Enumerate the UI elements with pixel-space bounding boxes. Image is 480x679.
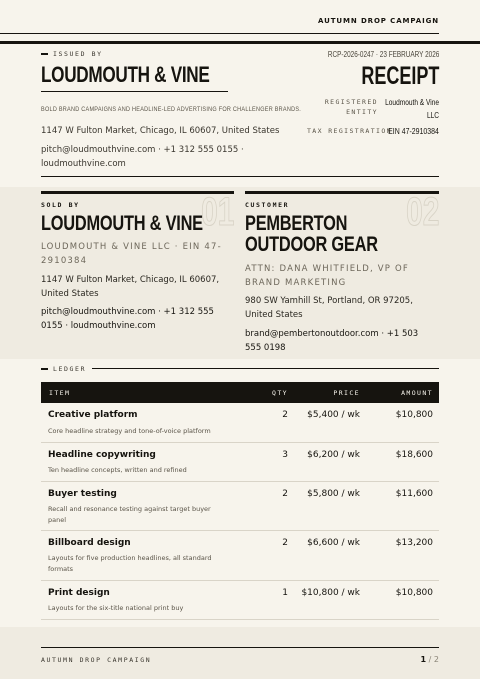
ledger-row: [41, 581, 439, 620]
registered-entity-label: REGISTERED ENTITY: [324, 98, 378, 116]
tax-registration-value: EIN 47-2910384: [388, 126, 439, 136]
item-price: $6,600 / wk: [307, 538, 360, 548]
seller-ghost-number: 01: [200, 190, 234, 234]
issuer-address: 1147 W Fulton Market, Chicago, IL 60607, United States: [41, 126, 280, 136]
registered-entity-value: Loudmouth & Vine LLC: [385, 98, 439, 120]
page-total: / 2: [428, 655, 439, 664]
page-indicator: [421, 655, 439, 664]
seller-contact: pitch@loudmouthvine.com · +1 312 555 0155 · loudmouthvine.com: [41, 307, 214, 331]
column-qty: QTY: [272, 389, 288, 397]
issuer-name: LOUDMOUTH & VINE: [41, 62, 210, 87]
item-description: Recall and resonance testing against target buyer panel: [48, 505, 211, 524]
campaign-title: AUTUMN DROP CAMPAIGN: [318, 17, 439, 25]
customer-name: PEMBERTON OUTDOOR GEAR: [245, 212, 378, 256]
ledger-label: LEDGER: [41, 365, 86, 373]
column-price: PRICE: [333, 389, 360, 397]
item-name: Billboard design: [48, 538, 131, 548]
issuer-underline: [41, 91, 228, 92]
ledger-rule: [92, 368, 439, 369]
item-amount: $13,200: [395, 538, 433, 548]
item-amount: $11,600: [395, 489, 433, 499]
item-price: $5,400 / wk: [307, 410, 360, 420]
ledger-row: [41, 482, 439, 531]
header-rule: [0, 33, 439, 34]
seller-name: LOUDMOUTH & VINE: [41, 212, 203, 235]
tax-registration-label: TAX REGISTRATION: [306, 127, 392, 135]
footer-campaign: AUTUMN DROP CAMPAIGN: [41, 656, 152, 664]
item-qty: 1: [282, 588, 288, 598]
document-title: RECEIPT: [360, 62, 439, 90]
ledger-row: [41, 403, 439, 443]
customer-contact: brand@pembertonoutdoor.com · +1 503 555 0198: [245, 329, 419, 353]
item-price: $5,800 / wk: [307, 489, 360, 499]
column-item: ITEM: [49, 389, 71, 397]
item-qty: 3: [282, 450, 288, 460]
dash-icon: [41, 53, 48, 55]
item-price: $6,200 / wk: [307, 450, 360, 460]
footer-rule: [41, 647, 439, 648]
seller-legal: LOUDMOUTH & VINE LLC · EIN 47-2910384: [41, 242, 222, 266]
issued-by-label: ISSUED BY: [41, 50, 103, 58]
item-qty: 2: [282, 489, 288, 499]
item-amount: $10,800: [395, 410, 433, 420]
item-description: Layouts for the six-title national print buy: [48, 604, 184, 612]
customer-address: 980 SW Yamhill St, Portland, OR 97205, United States: [245, 296, 413, 320]
footer-band: [0, 627, 480, 679]
seller-address: 1147 W Fulton Market, Chicago, IL 60607, United States: [41, 275, 220, 299]
seller-tag: SOLD BY: [41, 201, 80, 209]
item-name: Creative platform: [48, 410, 138, 420]
item-description: Ten headline concepts, written and refined: [48, 466, 187, 474]
item-qty: 2: [282, 538, 288, 548]
item-amount: $18,600: [395, 450, 433, 460]
item-description: Core headline strategy and tone-of-voice platform: [48, 427, 211, 435]
item-price: $10,800 / wk: [301, 588, 360, 598]
item-name: Print design: [48, 588, 110, 598]
ledger-row: [41, 531, 439, 581]
dash-icon: [41, 368, 48, 370]
item-description: Layouts for five production headlines, all standard formats: [48, 554, 212, 573]
ledger-row: [41, 443, 439, 482]
item-name: Buyer testing: [48, 489, 117, 499]
header-rule-thick: [0, 41, 480, 44]
customer-tag: CUSTOMER: [245, 201, 290, 209]
receipt-reference: RCP-2026-0247 · 23 FEBRUARY 2026: [327, 50, 439, 59]
issuer-tagline: BOLD BRAND CAMPAIGNS AND HEADLINE-LED ADVERTISING FOR CHALLENGER BRANDS.: [41, 106, 302, 113]
item-name: Headline copywriting: [48, 450, 156, 460]
issuer-contact: pitch@loudmouthvine.com · +1 312 555 0155 · loudmouthvine.com: [41, 145, 244, 169]
item-amount: $10,800: [395, 588, 433, 598]
ledger-header: [41, 382, 439, 403]
item-qty: 2: [282, 410, 288, 420]
column-amount: AMOUNT: [401, 389, 433, 397]
page-current: 1: [420, 655, 427, 664]
customer-ghost-number: 02: [405, 190, 439, 234]
section-rule: [41, 176, 439, 177]
customer-attn: ATTN: DANA WHITFIELD, VP OF BRAND MARKETING: [245, 264, 409, 288]
